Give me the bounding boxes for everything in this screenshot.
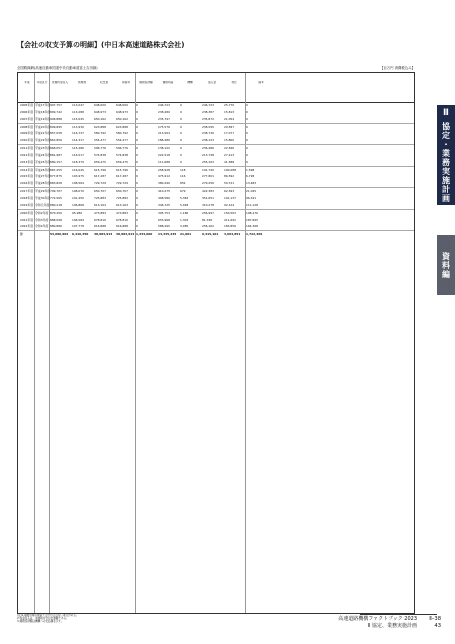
table-row: [18, 152, 414, 159]
table-cell: 653,968: [158, 217, 170, 222]
table-row: [18, 173, 414, 180]
table-cell: 899,895: [50, 124, 62, 129]
table-cell: 183,856: [224, 224, 236, 229]
table-cell: 0: [180, 152, 182, 157]
header-cell: 債務返済額: [139, 81, 153, 84]
table-cell: 617,287: [116, 174, 128, 179]
table-cell: 888,098: [50, 217, 62, 222]
table-cell: 平成26年度: [35, 167, 51, 172]
table-cell: 772,565: [50, 195, 62, 200]
table-row: [18, 223, 414, 231]
table-cell: 0: [136, 181, 138, 186]
table-cell: 857,058: [50, 131, 62, 136]
table-cell: 138,122: [158, 146, 170, 151]
table-cell: 2009年度: [20, 131, 34, 136]
table-cell: 213,748: [202, 152, 214, 157]
section-tab[interactable]: [437, 105, 455, 205]
table-cell: 275,576: [158, 124, 170, 129]
table-row: [18, 109, 414, 116]
table-cell: 6,728: [246, 174, 255, 179]
table-unit-note: 【百万円 消費税込み】: [380, 66, 415, 70]
table-cell: 615,796: [116, 167, 128, 172]
table-cell: 107,778: [72, 224, 84, 229]
table-cell: 22,566: [224, 146, 235, 151]
table-cell: 0: [136, 174, 138, 179]
table-cell: 908,888: [50, 116, 62, 121]
table-cell: 9,415,101: [202, 232, 219, 237]
table-cell: 116,737: [72, 131, 84, 136]
table-cell: 852: [180, 181, 186, 186]
table-cell: 平成19年度: [35, 116, 51, 121]
table-cell: 150,563: [224, 210, 236, 215]
table-cell: 平成17年度: [35, 103, 51, 107]
table-cell: 164,368: [246, 224, 258, 229]
header-cell: 収支差: [99, 81, 109, 84]
appendix-label: 資料編: [441, 251, 451, 279]
table-cell: 13,483: [246, 181, 257, 186]
table-cell: 2014年度: [20, 167, 34, 172]
table-cell: 0: [136, 189, 138, 194]
table-cell: 246,723: [158, 103, 170, 107]
table-cell: 21,045: [246, 189, 257, 194]
table-cell: 246,723: [202, 103, 214, 107]
table-row: [18, 145, 414, 152]
table-cell: 2005年度: [20, 103, 34, 107]
table-cell: 346,725: [158, 202, 170, 207]
table-cell: 2021年度: [20, 217, 34, 222]
table-cell: 21,001: [180, 232, 192, 237]
table-cell: 平成27年度: [35, 174, 51, 179]
budget-table: [17, 72, 415, 614]
table-cell: 2013年度: [20, 159, 34, 164]
header-cell: 備考: [258, 81, 264, 84]
table-cell: 863,856: [50, 138, 62, 143]
footer-title: 高速道路機構ファクトブック 2023: [338, 616, 417, 622]
table-cell: 191,740: [202, 167, 214, 172]
table-cell: 187,895: [246, 217, 258, 222]
table-cell: 659,475: [94, 159, 106, 164]
table-cell: 14,335,235: [158, 232, 177, 237]
table-cell: 15,800: [224, 138, 235, 143]
table-cell: 62,393: [224, 189, 235, 194]
table-cell: 256,162: [202, 224, 214, 229]
table-cell: 令和2年度: [35, 210, 49, 215]
table-cell: 596,776: [116, 146, 128, 151]
table-cell: 108,070: [72, 189, 84, 194]
table-cell: 899,742: [50, 109, 62, 114]
table-row: [18, 217, 414, 224]
table-cell: 0: [136, 167, 138, 172]
table-cell: 108,564: [72, 181, 84, 186]
table-cell: 473,883: [94, 210, 106, 215]
table-cell: 111,128: [246, 202, 258, 207]
note-line: 3.債務返済額は機構への支払額を示す。: [17, 620, 64, 624]
appendix-tab[interactable]: [437, 235, 455, 295]
table-row: [18, 102, 414, 109]
table-row: [18, 188, 414, 195]
table-cell: 678,810: [116, 217, 128, 222]
table-cell: 616,888: [116, 224, 128, 229]
footer: [338, 616, 417, 630]
table-cell: 648,000: [94, 103, 106, 107]
table-cell: 235,797: [158, 116, 170, 121]
table-cell: 648,973: [116, 109, 128, 114]
table-cell: 613,163: [94, 202, 106, 207]
table-cell: 0: [246, 152, 248, 157]
table-subtitle: 全国路線網(高速自動車国道中央自動車道富士吉田線): [17, 66, 98, 70]
table-cell: 725,883: [116, 195, 128, 200]
table-cell: 5,384: [180, 195, 189, 200]
table-cell: 116,517: [72, 152, 84, 157]
table-cell: 222,518: [158, 152, 170, 157]
table-header: [18, 73, 414, 103]
table-cell: 0: [246, 131, 248, 136]
table-cell: 平成29年度: [35, 189, 51, 194]
table-cell: 100,088: [224, 167, 236, 172]
table-cell: 395,753: [158, 210, 170, 215]
table-row: [18, 210, 414, 217]
table-cell: 平成30年度: [35, 195, 51, 200]
page-number-block: [429, 616, 441, 630]
table-cell: 0: [180, 146, 182, 151]
table-cell: 256,997: [202, 210, 214, 215]
header-cell: 借入金: [207, 81, 217, 84]
table-cell: 277,801: [202, 174, 214, 179]
table-cell: 111,688: [158, 159, 170, 164]
table-cell: 計: [20, 232, 23, 237]
section-label: 協定・業務実施計画: [441, 121, 451, 203]
table-row: [18, 116, 414, 124]
table-cell: 883,828: [50, 181, 62, 186]
table-cell: 2018年度: [20, 195, 34, 200]
table-cell: 6,416,350: [72, 232, 89, 237]
table-cell: 53,686,902: [50, 232, 69, 237]
page-heading: 【会社の収支予算の明細】(中日本高速道路株式会社): [17, 41, 185, 49]
table-cell: 118,379: [72, 159, 84, 164]
table-cell: 17,077: [224, 131, 235, 136]
table-cell: 679: [180, 189, 186, 194]
table-cell: 0: [246, 109, 248, 114]
footer-section: Ⅱ 協定、業務実施計画: [367, 623, 417, 629]
table-cell: 81,338: [202, 217, 213, 222]
table-cell: 2012年度: [20, 152, 34, 157]
table-cell: 118: [180, 167, 186, 172]
table-cell: 238,595: [202, 124, 214, 129]
table-cell: 0: [180, 131, 182, 136]
table-cell: 678,810: [94, 217, 106, 222]
table-cell: 475,912: [158, 174, 170, 179]
table-cell: 0: [180, 103, 182, 107]
table-cell: 115,286: [72, 146, 84, 151]
table-cell: 650,162: [116, 116, 128, 121]
table-cell: 473,883: [116, 210, 128, 215]
table-cell: 410,275: [158, 189, 170, 194]
table-cell: 0: [136, 109, 138, 114]
table-cell: 令和元年度: [35, 202, 50, 207]
table-cell: 113,930: [72, 124, 84, 129]
header-cell: 債務残高: [162, 81, 174, 84]
table-cell: 2019年度: [20, 202, 34, 207]
table-cell: 554,477: [94, 138, 106, 143]
table-cell: 116,045: [72, 167, 84, 172]
table-cell: 213,563: [158, 131, 170, 136]
table-cell: 0: [136, 131, 138, 136]
table-cell: 113,047: [72, 103, 84, 107]
table-cell: 0: [246, 103, 248, 107]
table-cell: 380,290: [158, 181, 170, 186]
table-cell: 2008年度: [20, 124, 34, 129]
table-cell: 887,255: [50, 167, 62, 172]
table-cell: 729,729: [116, 181, 128, 186]
table-cell: 650,707: [116, 189, 128, 194]
table-cell: 0: [180, 116, 182, 121]
table-cell: 0: [180, 159, 182, 164]
table-cell: 3,485: [180, 224, 189, 229]
table-cell: 650,162: [94, 116, 106, 121]
total-row: [18, 231, 414, 238]
page-label: Ⅱ–38: [429, 616, 441, 622]
table-cell: 平成22年度: [35, 138, 51, 143]
table-cell: 0: [136, 217, 138, 222]
table-cell: 650,707: [94, 189, 106, 194]
table-cell: 15,813: [224, 109, 235, 114]
table-cell: 211,692: [224, 217, 236, 222]
table-cell: 0: [136, 195, 138, 200]
table-cell: 92,124: [224, 202, 235, 207]
table-cell: 870,450: [50, 210, 62, 215]
table-row: [18, 195, 414, 202]
table-cell: 198,476: [246, 210, 258, 215]
header-cell: 管理費: [77, 81, 87, 84]
table-cell: 平成21年度: [35, 131, 51, 136]
table-cell: 50,721: [224, 181, 235, 186]
table-cell: 0: [246, 116, 248, 121]
table-cell: 0: [136, 159, 138, 164]
table-cell: 2022年度: [20, 224, 34, 229]
table-cell: 877,875: [50, 174, 62, 179]
table-cell: 799,707: [50, 189, 62, 194]
table-cell: 96,341: [246, 195, 257, 200]
table-cell: 623,888: [116, 124, 128, 129]
table-cell: 0: [180, 109, 182, 114]
header-cell: 年度: [24, 81, 30, 84]
table-cell: 0: [136, 124, 138, 129]
table-cell: 0: [180, 138, 182, 143]
table-cell: 408,580: [158, 195, 170, 200]
table-cell: 580,792: [116, 131, 128, 136]
table-cell: 255,163: [202, 159, 214, 164]
table-cell: 27,213: [224, 152, 235, 157]
table-cell: 115,045: [72, 116, 84, 121]
header-cell: 年度区分: [36, 81, 48, 84]
table-cell: 238,123: [202, 138, 214, 143]
table-cell: 648,973: [94, 109, 106, 114]
table-cell: 2020年度: [20, 210, 34, 215]
table-cell: 238,480: [158, 109, 170, 114]
table-cell: 2017年度: [20, 189, 34, 194]
table-cell: 1,722,369: [246, 232, 263, 237]
table-cell: 116: [180, 174, 186, 179]
table-body: [18, 102, 414, 238]
table-cell: 0: [136, 146, 138, 151]
table-cell: 236,486: [202, 146, 214, 151]
table-cell: 1,598: [246, 167, 255, 172]
note-line: (注)1.端数処理の関係で合計が合わない場合がある。: [17, 614, 79, 617]
table-cell: 659,475: [116, 159, 128, 164]
table-cell: 86,592: [224, 174, 235, 179]
page-number: 43: [434, 623, 441, 629]
table-cell: 0: [246, 124, 248, 129]
table-cell: 平成20年度: [35, 124, 51, 129]
table-cell: 617,287: [94, 174, 106, 179]
table-cell: 2015年度: [20, 174, 34, 179]
table-cell: 0: [136, 210, 138, 215]
table-cell: 103,975: [72, 174, 84, 179]
table-cell: 95,286: [72, 210, 83, 215]
table-cell: 881,987: [50, 152, 62, 157]
table-cell: 596,776: [94, 146, 106, 151]
table-cell: 平成23年度: [35, 146, 51, 151]
table-cell: 1,434,000: [136, 232, 153, 237]
table-cell: 0: [136, 152, 138, 157]
table-cell: 令和3年度: [35, 217, 49, 222]
table-cell: 114,317: [72, 138, 84, 143]
header-cell: 利息: [231, 81, 237, 84]
table-cell: 729,729: [94, 181, 106, 186]
table-cell: 1,186: [180, 210, 189, 215]
table-row: [18, 124, 414, 131]
note-line: 2.料金収入は、消費税を含む計画額である。: [17, 617, 69, 621]
table-cell: 2010年度: [20, 138, 34, 143]
table-cell: 310,278: [202, 202, 214, 207]
table-cell: 0: [136, 116, 138, 121]
table-cell: 725,883: [94, 195, 106, 200]
table-cell: 880,218: [50, 202, 62, 207]
table-cell: 2016年度: [20, 181, 34, 186]
table-cell: 21,054: [224, 116, 235, 121]
table-cell: 574,838: [94, 152, 106, 157]
table-cell: 258,928: [158, 167, 170, 172]
table-cell: 907,757: [50, 103, 62, 107]
table-cell: 616,888: [94, 224, 106, 229]
table-cell: 平成28年度: [35, 181, 51, 186]
table-cell: 38,983,913: [116, 232, 135, 237]
table-cell: 1,303: [180, 217, 189, 222]
table-cell: 106,584: [72, 217, 84, 222]
table-cell: 0: [246, 146, 248, 151]
table-cell: 令和4年度: [35, 224, 49, 229]
table-cell: 0: [136, 103, 138, 107]
table-cell: 3,664,851: [224, 232, 241, 237]
table-cell: 平成25年度: [35, 159, 51, 164]
table-cell: 0: [246, 159, 248, 164]
footer-rule: [360, 614, 437, 615]
table-row: [18, 180, 414, 188]
table-row: [18, 202, 414, 210]
table-cell: 648,000: [116, 103, 128, 107]
table-cell: 238,387: [202, 109, 214, 114]
table-cell: 235,872: [202, 116, 214, 121]
table-cell: 106,868: [72, 202, 84, 207]
header-cell: 機構: [187, 81, 193, 84]
table-cell: 38,983,913: [94, 232, 113, 237]
table-cell: 0: [246, 138, 248, 143]
table-cell: 0: [136, 202, 138, 207]
header-cell: 賃借料: [121, 81, 131, 84]
table-cell: 5,028: [180, 202, 189, 207]
table-cell: 平成24年度: [35, 152, 51, 157]
table-cell: 188,480: [158, 138, 170, 143]
table-cell: 2007年度: [20, 116, 34, 121]
table-row: [18, 159, 414, 167]
table-cell: 25,770: [224, 103, 235, 107]
table-cell: 2006年度: [20, 109, 34, 114]
table-cell: 279,256: [202, 181, 214, 186]
table-cell: 574,838: [116, 152, 128, 157]
table-cell: 101,137: [224, 195, 236, 200]
table-cell: 623,888: [94, 124, 106, 129]
table-cell: 平成18年度: [35, 109, 51, 114]
table-cell: 20,587: [224, 124, 235, 129]
table-cell: 880,886: [50, 224, 62, 229]
table-cell: 580,792: [94, 131, 106, 136]
table-cell: 351,651: [202, 195, 214, 200]
table-cell: 101,450: [72, 195, 84, 200]
table-cell: 554,477: [116, 138, 128, 143]
header-cell: 計画料金収入: [51, 81, 69, 84]
table-cell: 0: [136, 224, 138, 229]
table-row: [18, 167, 414, 174]
table-cell: 41,588: [224, 159, 235, 164]
table-cell: 0: [136, 138, 138, 143]
table-cell: 868,057: [50, 146, 62, 151]
table-cell: 0: [180, 124, 182, 129]
table-row: [18, 130, 414, 137]
section-number: Ⅱ: [443, 107, 449, 118]
table-cell: 2011年度: [20, 146, 34, 151]
table-row: [18, 137, 414, 145]
table-cell: 880,157: [50, 159, 62, 164]
table-cell: 588,495: [158, 224, 170, 229]
table-cell: 615,796: [94, 167, 106, 172]
table-cell: 613,163: [116, 202, 128, 207]
table-cell: 422,383: [202, 189, 214, 194]
table-cell: 113,288: [72, 109, 84, 114]
table-cell: 238,730: [202, 131, 214, 136]
